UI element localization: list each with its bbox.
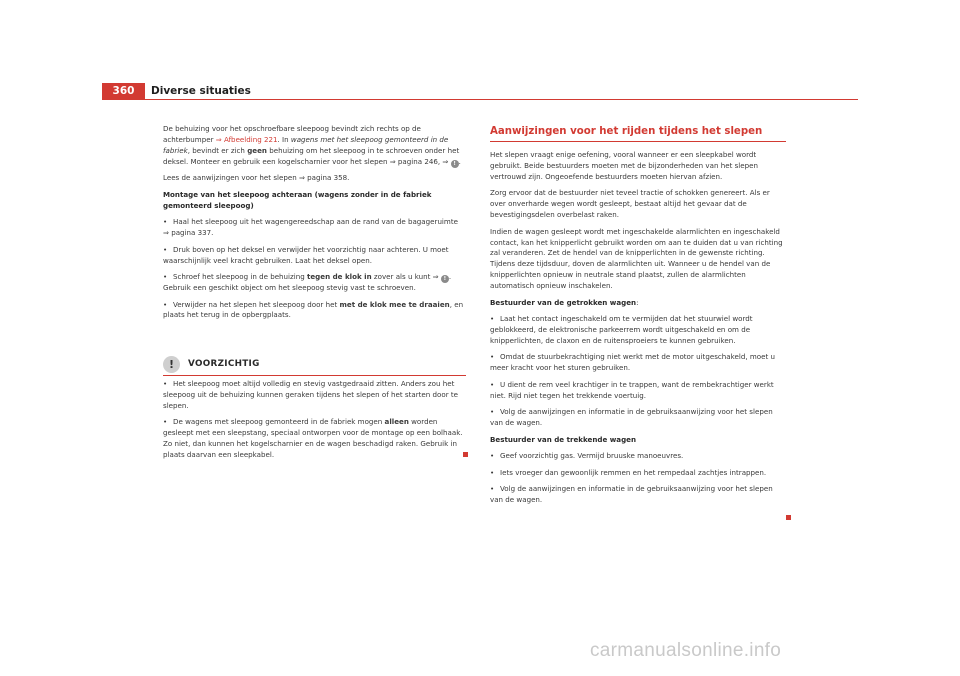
bullet-icon: •: [163, 417, 168, 427]
bullet-icon: •: [490, 314, 495, 324]
left-column: [163, 124, 466, 327]
left-heading: Montage van het sleepoog achteraan (wagens zonder in de fabriek gemonteerd sleepoog): [163, 189, 432, 210]
right-paragraph-1: Het slepen vraagt enige oefening, vooral wanneer er een sleepkabel wordt gebruikt. Beide bestuurders moeten met de bijzonderheden van het slepen vertrouwd zijn. Ongeoefende bestuurders moeten hiervan afzien.: [490, 150, 759, 181]
right-bullet-6: • Iets vroeger dan gewoonlijk remmen en het rempedaal zachtjes intrappen.: [490, 467, 767, 477]
end-mark-right: [786, 515, 791, 520]
figure-link[interactable]: ⇒ Afbeelding 221: [215, 134, 278, 144]
right-bullet-1: • Laat het contact ingeschakeld om te vermijden dat het stuurwiel wordt geblokkeerd, de elektronische parkeerrem wordt uitgeschakeld en om de knipperlichten, de claxon en de ruitensproeiers te kunnen gebruiken.: [490, 314, 753, 345]
warning-bullet-1: • Het sleepoog moet altijd volledig en stevig vastgedraaid zitten. Anders zou het sleepoog uit de behuizing kunnen geraken tijdens het slepen of het starten door te slepen.: [163, 379, 459, 410]
left-bullet-3: • Schroef het sleepoog in de behuizing tegen de klok in zover als u kunt ⇒ ! . Gebruik een geschikt object om het sleepoog stevig vast te schroeven.: [163, 272, 452, 293]
warning-body: [163, 379, 466, 467]
left-bullet-4: • Verwijder na het slepen het sleepoog door het met de klok mee te draaien, en plaats het terug in de opbergplaats.: [163, 299, 464, 320]
section-title: Diverse situaties: [151, 85, 251, 97]
bullet-icon: •: [163, 272, 168, 282]
left-bullet-2: • Druk boven op het deksel en verwijder het voorzichtig naar achteren. U moet waarschijnlijk veel kracht gebruiken. Laat het deksel open.: [163, 244, 449, 265]
bullet-icon: •: [490, 407, 495, 417]
warning-ref-icon: !: [451, 160, 459, 168]
warning-icon: !: [163, 356, 180, 373]
right-bullet-4: • Volg de aanwijzingen en informatie in de gebruiksaanwijzing voor het slepen van de wagen.: [490, 407, 773, 428]
bullet-icon: •: [163, 217, 168, 227]
bullet-icon: •: [163, 379, 168, 388]
bullet-icon: •: [490, 484, 495, 494]
right-bullet-2: • Omdat de stuurbekrachtiging niet werkt met de motor uitgeschakeld, moet u meer kracht voor het sturen gebruiken.: [490, 352, 775, 373]
right-heading-2: Bestuurder van de trekkende wagen: [490, 434, 637, 444]
warning-title: VOORZICHTIG: [188, 359, 260, 369]
right-bullet-7: • Volg de aanwijzingen en informatie in de gebruiksaanwijzing voor het slepen van de wagen.: [490, 484, 773, 505]
header-rule: [102, 99, 858, 100]
right-paragraph-3: Indien de wagen gesleept wordt met ingeschakelde alarmlichten en ingeschakeld contact, kan het knipperlicht gebruikt worden om aan te duiden dat u van richting zal veranderen. Zet de hendel van de knipperlichten in de gewenste richting. Tijdens deze tijdsduur, doven de alarmlichten uit. Wanneer u de hendel van de knipperlichten opnieuw in neutrale stand plaatst, zullen de alarmlichten automatisch opnieuw inschakelen.: [490, 226, 783, 291]
left-paragraph-2: Lees de aanwijzingen voor het slepen ⇒ pagina 358.: [163, 173, 350, 183]
left-bullet-1: • Haal het sleepoog uit het wagengereedschap aan de rand van de bagageruimte ⇒ pagina 337.: [163, 217, 458, 238]
left-paragraph-1: De behuizing voor het opschroefbare sleepoog bevindt zich rechts op de achterbumper ⇒ Afbeelding 221. In wagens met het sleepoog gemonteerd in de fabriek, bevindt er zich geen behuizing om het sleepoog in te schroeven onder het deksel. Monteer en gebruik een kogelscharnier voor het slepen ⇒ pagina 246, ⇒ ! .: [163, 124, 461, 167]
bullet-icon: •: [490, 451, 495, 461]
page-number: 360: [102, 83, 145, 99]
bullet-icon: •: [490, 352, 495, 362]
right-heading-1: Bestuurder van de getrokken wagen:: [490, 297, 639, 307]
right-column: [490, 150, 786, 512]
bullet-icon: •: [490, 467, 495, 477]
right-paragraph-2: Zorg ervoor dat de bestuurder niet teveel tractie of schokken genereert. Als er over onverharde wegen wordt gesleept, bestaat altijd het gevaar dat de bevestigingsdelen overbelast raken.: [490, 188, 770, 220]
right-title-rule: [490, 141, 786, 142]
right-bullet-3: • U dient de rem veel krachtiger in te trappen, want de rembekrachtiger werkt niet. Rijd niet tegen het trekkende voertuig.: [490, 379, 774, 400]
bullet-icon: •: [490, 379, 495, 389]
right-bullet-5: • Geef voorzichtig gas. Vermijd bruuske manoeuvres.: [490, 451, 684, 461]
watermark: carmanualsonline.info: [590, 640, 782, 661]
right-section-title: Aanwijzingen voor het rijden tijdens het slepen: [490, 126, 763, 137]
bullet-icon: •: [163, 299, 168, 309]
warning-rule: [163, 375, 466, 376]
warning-ref-icon: !: [441, 275, 449, 283]
end-mark-left: [463, 452, 468, 457]
bullet-icon: •: [163, 244, 168, 254]
warning-bullet-2: • De wagens met sleepoog gemonteerd in de fabriek mogen alleen worden gesleept met een sleepstang, speciaal ontworpen voor de montage op een bolhaak. Zo niet, dan kunnen het kogelscharnier en de wagen beschadigd raken. Gebruik in plaats daarvan een sleepkabel.: [163, 417, 463, 460]
